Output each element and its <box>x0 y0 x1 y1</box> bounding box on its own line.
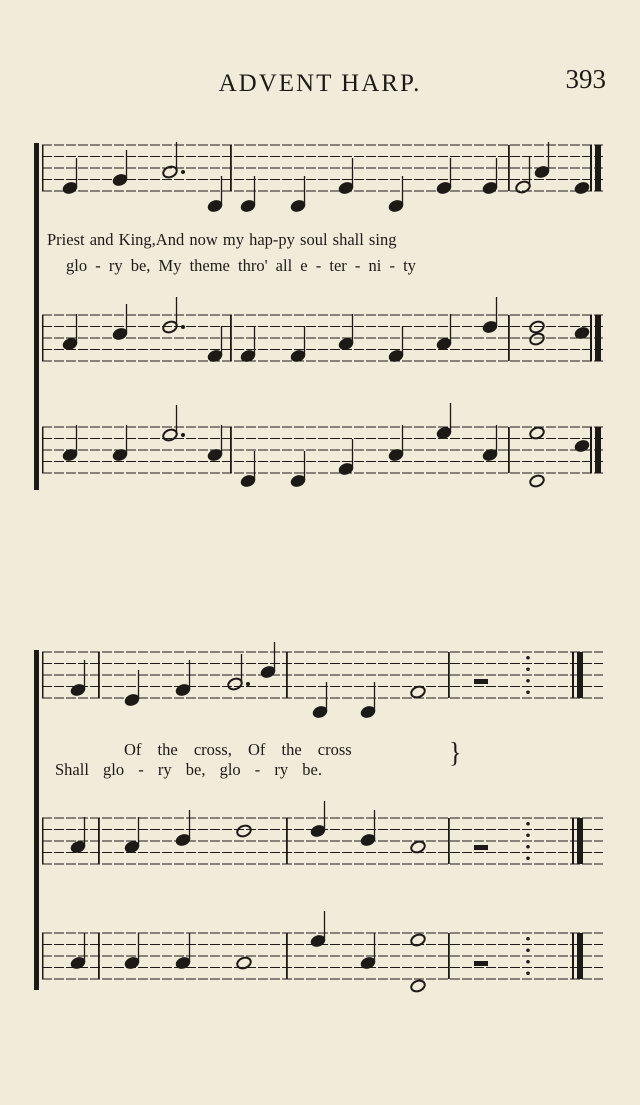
half-note <box>410 979 427 994</box>
repeat-dot <box>526 856 530 860</box>
barline <box>286 652 288 698</box>
system-bracket-top <box>34 143 39 490</box>
repeat-dot <box>526 679 530 683</box>
barline <box>508 315 510 361</box>
quarter-note <box>574 181 591 196</box>
final-barline <box>590 427 592 473</box>
half-note <box>236 956 253 971</box>
repeat-dot <box>526 667 530 671</box>
page-title: ADVENT HARP. <box>218 70 422 97</box>
barline <box>42 818 44 864</box>
barline <box>230 427 232 473</box>
augmentation-dot <box>181 170 185 174</box>
barline <box>98 933 100 979</box>
repeat-dot <box>526 937 530 941</box>
lyric-line-3: Of the cross, Of the cross <box>124 740 352 759</box>
barline <box>42 145 44 191</box>
barline <box>448 933 450 979</box>
barline <box>448 818 450 864</box>
barline <box>286 818 288 864</box>
augmentation-dot <box>246 682 250 686</box>
barline <box>508 427 510 473</box>
half-rest <box>474 961 488 966</box>
quarter-note <box>574 439 591 454</box>
final-barline <box>572 933 574 979</box>
final-barline <box>572 818 574 864</box>
barline <box>508 145 510 191</box>
half-note <box>529 474 546 489</box>
barline <box>98 818 100 864</box>
lyric-line-4: Shall glo - ry be, glo - ry be. <box>55 760 322 779</box>
page-number: 393 <box>565 64 606 94</box>
barline <box>42 315 44 361</box>
repeat-dot <box>526 948 530 952</box>
repeat-dot <box>526 845 530 849</box>
repeat-dot <box>526 822 530 826</box>
barline <box>98 652 100 698</box>
final-barline-thick <box>595 315 601 361</box>
final-barline-thick <box>595 145 601 191</box>
system-bracket-bottom <box>34 650 39 990</box>
barline <box>230 315 232 361</box>
final-barline-thick <box>595 427 601 473</box>
final-barline <box>590 145 592 191</box>
half-rest <box>474 845 488 850</box>
final-barline-thick <box>577 652 583 698</box>
repeat-dot <box>526 833 530 837</box>
barline <box>230 145 232 191</box>
repeat-dot <box>526 960 530 964</box>
barline <box>42 652 44 698</box>
barline <box>42 933 44 979</box>
lyric-line-2: glo - ry be, My theme thro' all e - ter - ni - ty <box>66 256 416 275</box>
barline <box>448 652 450 698</box>
final-barline <box>572 652 574 698</box>
repeat-dot <box>526 690 530 694</box>
augmentation-dot <box>181 433 185 437</box>
half-rest <box>474 679 488 684</box>
lyric-brace: } <box>449 736 462 769</box>
final-barline <box>590 315 592 361</box>
barline <box>42 427 44 473</box>
repeat-dot <box>526 971 530 975</box>
final-barline-thick <box>577 933 583 979</box>
lyric-line-1: Priest and King,And now my hap-py soul shall sing <box>47 230 397 249</box>
repeat-dot <box>526 656 530 660</box>
augmentation-dot <box>181 325 185 329</box>
half-note <box>236 824 253 839</box>
half-note <box>410 933 427 948</box>
half-note <box>529 332 546 347</box>
barline <box>286 933 288 979</box>
final-barline-thick <box>577 818 583 864</box>
